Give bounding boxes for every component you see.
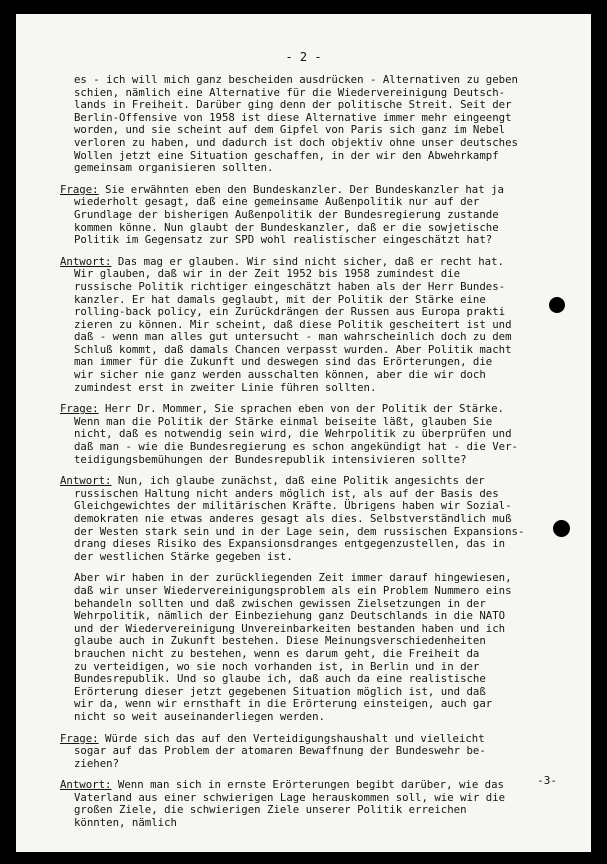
paragraph-line: zu verteidigen, wo sie noch vorhanden ist, in Berlin und in der [74, 659, 480, 673]
paragraph-line: gemeinsam organisieren sollten. [74, 161, 274, 175]
punch-hole-mark [549, 297, 565, 313]
paragraph-line: Vaterland aus einer schwierigen Lage herauskommen soll, wie wir die [74, 790, 506, 804]
paragraph-line: daß wir unser Wiedervereinigungsproblem als ein Problem Nummero eins [74, 583, 512, 597]
dialogue-paragraph [60, 731, 574, 771]
paragraph-line: könnten, nämlich [74, 816, 177, 830]
speaker-label: Frage: [60, 731, 99, 745]
dialogue-paragraph [60, 474, 574, 563]
dialogue-paragraph [60, 402, 574, 466]
text-paragraph [74, 74, 574, 175]
paragraph-line: worden, und sie scheint auf dem Gipfel von Paris sich ganz im Nebel [74, 123, 506, 137]
paragraph-line: nicht, daß es notwendig sein wird, die Wehrpolitik zu überprüfen und [74, 427, 512, 441]
paragraph-line: drang dieses Risiko des Expansionsdranges entgegenzustellen, das in [74, 537, 506, 551]
paragraph-line: großen Ziele, die schwierigen Ziele unserer Politik erreichen [74, 803, 467, 817]
document-page [16, 14, 591, 852]
paragraph-line: sogar auf das Problem der atomaren Bewaffnung der Bundeswehr be- [74, 744, 486, 758]
paragraph-line: Politik im Gegensatz zur SPD wohl realistischer eingeschätzt hat? [74, 233, 493, 247]
paragraph-line: demokraten nie etwas anderes gesagt als dies. Selbstverständlich muß [74, 512, 512, 525]
dialogue-paragraph [60, 778, 574, 830]
paragraph-line: glaube auch in Zukunft bestehen. Diese Meinungsverschiedenheiten [74, 634, 486, 648]
paragraph-line: zieren zu können. Mir scheint, daß diese Politik gescheitert ist und [74, 317, 512, 331]
paragraph-line: zumindest erst in zweiter Linie führen sollten. [74, 380, 377, 394]
paragraph-line: Herr Dr. Mommer, Sie sprachen eben von der Politik der Stärke. [105, 402, 504, 416]
paragraph-line: kommen könne. Nun glaubt der Bundeskanzler, daß er die sowjetische [74, 220, 499, 234]
paragraph-line: man immer für die Zukunft und deswegen sind das Erörterungen, die [74, 355, 493, 369]
dialogue-paragraph [60, 182, 574, 247]
paragraph-line: es - ich will mich ganz bescheiden ausdrücken - Alternativen zu geben [74, 73, 518, 86]
paragraph-line: Erörterung dieser jetzt gegebenen Situation möglich ist, und daß [74, 684, 486, 698]
paragraph-line: teidigungsbemühungen der Bundesrepublik intensivieren sollte? [74, 452, 467, 466]
paragraph-line: russischen Haltung nicht anders möglich ist, als auf der Basis des [74, 486, 499, 500]
paragraph-line: Grundlage der bisherigen Außenpolitik der Bundesregierung zustande [74, 207, 499, 221]
paragraph-line: und der Wiedervereinigung Unvereinbarkeiten bestanden haben und ich [74, 621, 506, 635]
paragraph-line: der Westen stark sein und in der Lage sein, dem russischen Expansions- [74, 524, 525, 538]
paragraph-line: Wehrpolitik, nämlich der Einbeziehung ganz Deutschlands in die NATO [74, 609, 506, 623]
paragraph-line: Wenn man sich in ernste Erörterungen begibt darüber, wie das [117, 778, 504, 792]
paragraph-line: daß - wenn man alles gut untersucht - man wahrscheinlich doch zu dem [74, 330, 512, 344]
speaker-label: Frage: [60, 182, 99, 196]
paragraph-line: Wenn man die Politik der Stärke einmal beiseite läßt, glauben Sie [74, 414, 493, 428]
next-page-marker: -3- [537, 774, 557, 787]
paragraph-line: lands in Freiheit. Darüber ging denn der politische Streit. Seit der [74, 98, 512, 112]
paragraph-line: wir sicher nie ganz werden ausschalten können, aber die wir doch [74, 368, 486, 382]
speaker-label: Frage: [60, 402, 99, 416]
dialogue-paragraph [60, 254, 574, 395]
paragraph-line: behandeln sollten und daß zwischen gewissen Zielsetzungen in der [74, 596, 486, 610]
document-body [60, 73, 574, 839]
paragraph-line: Würde sich das auf den Verteidigungshaushalt und vielleicht [105, 731, 485, 745]
paragraph-line: wiederholt gesagt, daß eine gemeinsame Außenpolitik nur auf der [74, 195, 480, 209]
paragraph-line: kanzler. Er hat damals geglaubt, mit der Politik der Stärke eine [74, 292, 486, 306]
page-number: - 2 - [285, 50, 322, 64]
paragraph-line: daß man - wie die Bundesregierung es schon angekündigt hat - die Ver- [74, 440, 518, 454]
paragraph-line: brauchen nicht zu bestehen, wenn es darum geht, die Freiheit da [74, 646, 480, 660]
punch-hole-mark [553, 520, 570, 537]
paragraph-line: Sie erwähnten eben den Bundeskanzler. Der Bundeskanzler hat ja [105, 182, 504, 196]
paragraph-line: rolling-back policy, ein Zurückdrängen der Russen aus Europa prakti [74, 305, 506, 319]
paragraph-line: nicht so weit auseinanderliegen werden. [74, 709, 325, 723]
paragraph-line: Das mag er glauben. Wir sind nicht sicher, daß er recht hat. [117, 254, 504, 268]
paragraph-line: Wir glauben, daß wir in der Zeit 1952 bis 1958 zumindest die [74, 267, 461, 281]
paragraph-line: ziehen? [74, 756, 120, 770]
paragraph-line: Schluß kommt, daß damals Chancen verpasst wurden. Aber Politik macht [74, 342, 512, 356]
paragraph-line: Berlin-Offensive von 1958 ist diese Alternative immer mehr eingeengt [74, 110, 512, 124]
paragraph-line: verloren zu haben, und dadurch ist doch objektiv ohne unser deutsches [74, 135, 518, 149]
paragraph-line: wir da, wenn wir ernsthaft in die Erörterung einsteigen, auch gar [74, 697, 493, 711]
paragraph-line: Wollen jetzt eine Situation geschaffen, in der wir den Abwehrkampf [74, 148, 499, 162]
paragraph-line: der westlichen Stärke gegeben ist. [74, 549, 293, 563]
speaker-label: Antwort: [60, 474, 112, 488]
paragraph-line: Gleichgewichtes der militärischen Kräfte. Übrigens haben wir Sozial- [74, 499, 512, 513]
paragraph-line: russische Politik richtiger eingeschätzt haben als der Herr Bundes- [74, 279, 506, 293]
paragraph-line: Bundesrepublik. Und so glaube ich, daß auch da eine realistische [74, 672, 486, 686]
text-paragraph [74, 572, 574, 723]
paragraph-line: schien, nämlich eine Alternative für die Wiedervereinigung Deutsch- [74, 85, 506, 99]
paragraph-line: Aber wir haben in der zurückliegenden Zeit immer darauf hingewiesen, [74, 571, 512, 585]
speaker-label: Antwort: [60, 778, 112, 792]
paragraph-line: Nun, ich glaube zunächst, daß eine Politik angesichts der [117, 474, 485, 488]
speaker-label: Antwort: [60, 254, 112, 268]
